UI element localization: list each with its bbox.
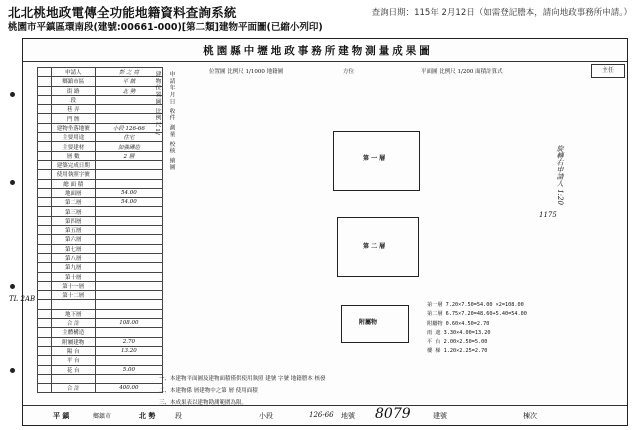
remark-line: 三、本成果表以建物勘測範圍為限。 <box>159 400 248 406</box>
table-label: 主要建材 <box>51 142 95 151</box>
table-label: 申請人 <box>51 68 95 77</box>
footer-street: 北 勢 <box>139 411 156 420</box>
table-value: 13.20 <box>95 346 162 355</box>
room-label-second: 第 二 層 <box>363 243 386 250</box>
table-label: 層 數 <box>51 151 95 160</box>
table-side-cell <box>38 105 52 114</box>
table-row <box>38 300 163 309</box>
table-value <box>95 263 162 272</box>
table-side-cell <box>38 133 52 142</box>
table-label: 第四層 <box>51 216 95 225</box>
table-side-cell <box>38 226 52 235</box>
remark-line: 二、本建物係 層建物中之第 層 使用面積 <box>159 388 258 394</box>
table-side-cell <box>38 328 52 337</box>
table-row <box>38 291 163 300</box>
table-row <box>38 244 163 253</box>
table-row <box>38 365 163 374</box>
location-scale: 位置圖 比例尺 1/1000 地籍圖 <box>209 69 284 75</box>
calc-line: 第二層 6.75×7.20=48.60+5.40=54.00 <box>427 311 527 318</box>
sheet-divider <box>23 61 627 62</box>
table-side-cell <box>38 123 52 132</box>
vertical-caption-left: 建物位置圖 比例尺1/ <box>154 71 160 136</box>
table-label: 合 計 <box>51 319 95 328</box>
binder-hole-4 <box>10 368 15 373</box>
remarks <box>159 373 326 409</box>
calc-line: 樓 梯 1.20×2.25=2.70 <box>427 348 488 355</box>
table-row <box>38 263 163 272</box>
table-value: 住宅 <box>95 133 162 142</box>
table-row <box>38 95 163 104</box>
table-row <box>38 328 163 337</box>
table-value: 加強磚造 <box>95 142 162 151</box>
table-label: 總 面 積 <box>51 179 95 188</box>
table-side-cell <box>38 244 52 253</box>
table-side-cell <box>38 319 52 328</box>
table-label: 建物坐落地號 <box>51 123 95 132</box>
table-value: 5.00 <box>95 365 162 374</box>
binder-hole-3 <box>10 284 15 289</box>
table-label: 鄉鎮市區 <box>51 77 95 86</box>
table-row <box>38 346 163 355</box>
table-label: 合 計 <box>51 384 95 393</box>
table-side-cell <box>38 207 52 216</box>
building-attribute-table <box>37 67 163 393</box>
orientation-label: 方位 <box>343 69 355 75</box>
footer-section-label: 段 <box>175 412 182 420</box>
calc-line: 平 台 2.00×2.50=5.00 <box>427 339 488 346</box>
table-value: 小段 126-66 <box>95 123 162 132</box>
table-row <box>38 309 163 318</box>
table-label: 地面層 <box>51 188 95 197</box>
table-row <box>38 216 163 225</box>
table-label: 地下層 <box>51 309 95 318</box>
table-side-cell <box>38 216 52 225</box>
table-row <box>38 272 163 281</box>
table-label: 使用執照字號 <box>51 170 95 179</box>
table-label: 第九層 <box>51 263 95 272</box>
table-value: 54.00 <box>95 188 162 197</box>
table-side-cell <box>38 188 52 197</box>
table-row <box>38 123 163 132</box>
table-value <box>95 207 162 216</box>
table-row <box>38 384 163 393</box>
table-label: 街 路 <box>51 86 95 95</box>
table-label: 第八層 <box>51 253 95 262</box>
calc-line: 雨 遮 3.30×4.00=13.20 <box>427 329 491 336</box>
table-side-cell <box>38 68 52 77</box>
table-value: 平 鎮 <box>95 77 162 86</box>
vertical-dates: 申請年月日 收件 測量 校核 繪圖 <box>168 71 174 171</box>
table-row <box>38 170 163 179</box>
room-label-annex: 附屬物 <box>359 319 378 326</box>
table-value <box>95 300 162 309</box>
table-row <box>38 133 163 142</box>
table-value: 北 勢 <box>95 86 162 95</box>
table-label: 門 牌 <box>51 114 95 123</box>
table-row <box>38 337 163 346</box>
table-side-cell <box>38 170 52 179</box>
table-label <box>51 300 95 309</box>
table-side-cell <box>38 179 52 188</box>
table-side-cell <box>38 346 52 355</box>
table-side-cell <box>38 253 52 262</box>
handwritten-left-note: TL 2AB <box>9 295 36 303</box>
table-side-cell <box>38 114 52 123</box>
table-label: 第十一層 <box>51 281 95 290</box>
table-value: 2.70 <box>95 337 162 346</box>
table-value <box>95 253 162 262</box>
table-value: 400.00 <box>95 384 162 393</box>
table-row <box>38 114 163 123</box>
table-label <box>51 374 95 383</box>
footer-sheet-label: 棟次 <box>523 412 537 420</box>
table-side-cell <box>38 384 52 393</box>
table-row <box>38 253 163 262</box>
table-label: 陽 台 <box>51 346 95 355</box>
table-label: 段 <box>51 95 95 104</box>
binder-hole-2 <box>10 180 15 185</box>
binder-hole-1 <box>10 92 15 97</box>
table-side-cell <box>38 337 52 346</box>
room-label-first: 第 一 層 <box>363 155 386 162</box>
table-label: 主要用途 <box>51 133 95 142</box>
table-value <box>95 281 162 290</box>
table-row <box>38 356 163 365</box>
query-date: 查詢日期：115年 2月12日（如需登記謄本，請向地政事務所申請。） <box>371 8 632 18</box>
footer-lot-label: 地號 <box>341 412 355 420</box>
table-label: 第六層 <box>51 235 95 244</box>
table-label: 第三層 <box>51 207 95 216</box>
table-row <box>38 226 163 235</box>
table-value <box>95 356 162 365</box>
table-value <box>95 291 162 300</box>
table-side-cell <box>38 263 52 272</box>
table-label: 第七層 <box>51 244 95 253</box>
footer-town: 平 鎮 <box>53 411 70 420</box>
table-value <box>95 226 162 235</box>
footer-building-no: 8079 <box>375 406 411 422</box>
table-side-cell <box>38 151 52 160</box>
area-calculations <box>427 301 527 357</box>
table-value <box>95 216 162 225</box>
table-row <box>38 142 163 151</box>
table-row <box>38 235 163 244</box>
table-label: 附屬建物 <box>51 337 95 346</box>
table-label: 巷 弄 <box>51 105 95 114</box>
plan-scale: 平面圖 比例尺 1/200 面積計算式 <box>421 69 503 75</box>
table-side-cell <box>38 86 52 95</box>
table-row <box>38 281 163 290</box>
table-side-cell <box>38 95 52 104</box>
table-value <box>95 272 162 281</box>
table-row <box>38 374 163 383</box>
table-side-cell <box>38 309 52 318</box>
table-side-cell <box>38 291 52 300</box>
table-row <box>38 77 163 86</box>
table-row <box>38 151 163 160</box>
table-row <box>38 198 163 207</box>
table-label: 第十二層 <box>51 291 95 300</box>
table-side-cell <box>38 300 52 309</box>
table-value: 2 層 <box>95 151 162 160</box>
document-subtitle: 桃園市平鎮區環南段(建號:00661-000)[第二類]建物平面圖(已縮小列印) <box>8 22 323 33</box>
table-side-cell <box>38 235 52 244</box>
table-side-cell <box>38 272 52 281</box>
table-value: 108.00 <box>95 319 162 328</box>
table-value <box>95 328 162 337</box>
annotation-right: 1175 <box>539 211 557 219</box>
table-side-cell <box>38 198 52 207</box>
table-label: 主體構造 <box>51 328 95 337</box>
table-label: 花 台 <box>51 365 95 374</box>
handwritten-side-note: 旋轉右申請人 1:20 <box>556 145 564 205</box>
sheet-title: 桃園縣中壢地政事務所建物測量成果圖 <box>203 45 433 57</box>
table-label: 建築完成日期 <box>51 160 95 169</box>
table-value <box>95 309 162 318</box>
table-label: 平 台 <box>51 356 95 365</box>
table-side-cell <box>38 365 52 374</box>
table-side-cell <box>38 356 52 365</box>
director-stamp: 主任 <box>591 64 625 78</box>
table-side-cell <box>38 374 52 383</box>
table-row <box>38 68 163 77</box>
footer-subsection-label: 小段 <box>259 412 273 420</box>
table-side-cell <box>38 77 52 86</box>
table-row <box>38 160 163 169</box>
table-side-cell <box>38 160 52 169</box>
table-side-cell <box>38 142 52 151</box>
table-label: 第十層 <box>51 272 95 281</box>
table-side-cell <box>38 281 52 290</box>
footer-village-label: 鄉鎮市 <box>93 413 112 420</box>
table-value <box>95 235 162 244</box>
table-value: 54.00 <box>95 198 162 207</box>
footer-building-label: 建號 <box>433 412 447 420</box>
survey-sheet <box>9 38 628 426</box>
calc-line: 附屬物 0.60×4.50=2.70 <box>427 320 490 327</box>
table-label: 第二層 <box>51 198 95 207</box>
page-title: 北北桃地政電傳全功能地籍資料查詢系統 <box>8 5 237 20</box>
table-row <box>38 86 163 95</box>
table-row <box>38 207 163 216</box>
sheet-footer <box>23 405 627 426</box>
footer-lot: 126-66 <box>309 411 334 419</box>
table-row <box>38 105 163 114</box>
remark-line: 一、本建物平面圖及建物面積僅供使用執照 建號 字號 地籍謄本 核發 <box>159 376 326 382</box>
table-value: 彭 之 亮 <box>95 68 162 77</box>
table-value <box>95 244 162 253</box>
calc-line: 第一層 7.20×7.50=54.00 ×2=108.00 <box>427 302 524 308</box>
table-row <box>38 188 163 197</box>
table-row <box>38 179 163 188</box>
table-label: 第五層 <box>51 226 95 235</box>
table-value <box>95 374 162 383</box>
table-row <box>38 319 163 328</box>
